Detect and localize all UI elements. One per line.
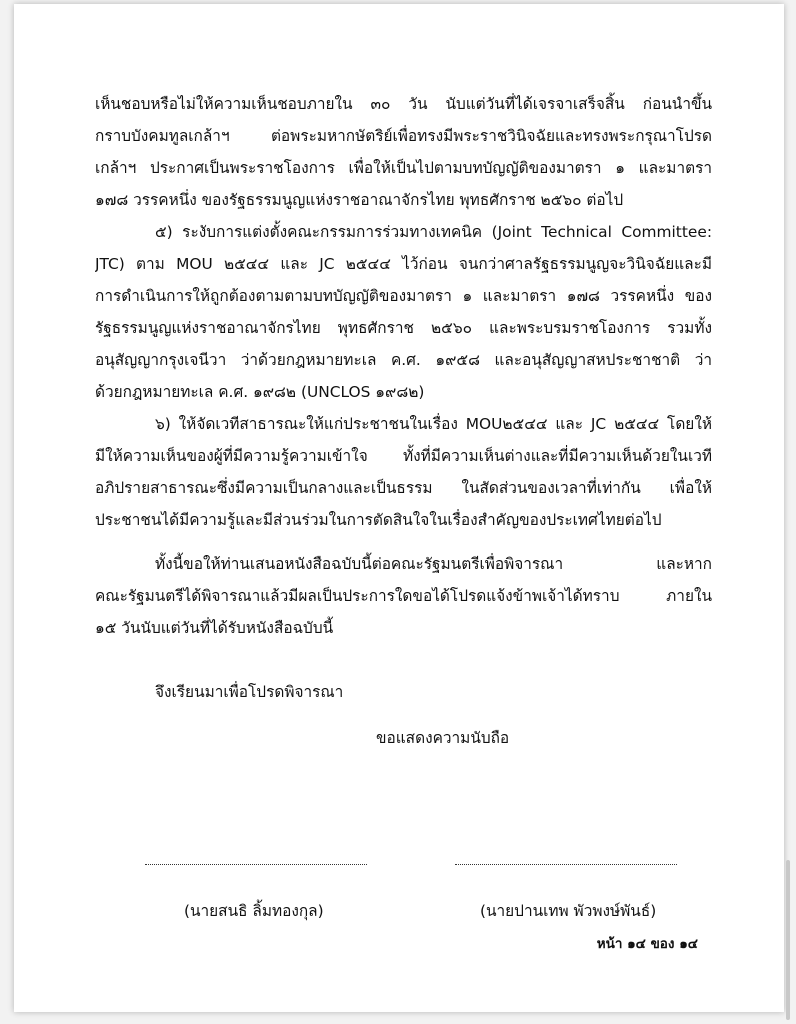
text-line: เกล้าฯ ประกาศเป็นพระราชโองการ เพื่อให้เป็นไปตามบทบัญญัติของมาตรา ๑ และมาตรา	[95, 159, 712, 177]
signature-line-2	[455, 864, 677, 865]
text-line: อภิปรายสาธารณะซึ่งมีความเป็นกลางและเป็นธรรม ในสัดส่วนของเวลาที่เท่ากัน เพื่อให้	[95, 479, 712, 497]
text-line: อนุสัญญากรุงเจนีวา ว่าด้วยกฎหมายทะเล ค.ศ. ๑๙๕๘ และอนุสัญญาสหประชาชาติ ว่า	[95, 351, 712, 369]
text-line: เห็นชอบหรือไม่ให้ความเห็นชอบภายใน ๓๐ วัน นับแต่วันที่ได้เจรจาเสร็จสิ้น ก่อนนำขึ้น	[95, 95, 712, 113]
text-line: คณะรัฐมนตรีได้พิจารณาแล้วมีผลเป็นประการใดขอได้โปรดแจ้งข้าพเจ้าได้ทราบ ภายใน	[95, 587, 712, 605]
paragraph-request	[95, 548, 712, 644]
text-line: มีให้ความเห็นของผู้ที่มีความรู้ความเข้าใจ ทั้งที่มีความเห็นต่างและที่มีความเห็นด้วยในเวที	[95, 447, 712, 465]
closing-regards: ขอแสดงความนับถือ	[376, 729, 510, 747]
text-line: ๖) ให้จัดเวทีสาธารณะให้แก่ประชาชนในเรื่อง MOU๒๕๔๔ และ JC ๒๕๔๔ โดยให้	[155, 415, 712, 433]
paragraph-item-5	[95, 216, 712, 408]
text-line: ทั้งนี้ขอให้ท่านเสนอหนังสือฉบับนี้ต่อคณะรัฐมนตรีเพื่อพิจารณา และหาก	[155, 555, 712, 573]
paragraph-spacer	[95, 536, 712, 548]
text-line: รัฐธรรมนูญแห่งราชอาณาจักรไทย พุทธศักราช ๒๕๖๐ และพระบรมราชโองการ รวมทั้ง	[95, 319, 712, 337]
letter-body	[95, 88, 712, 644]
page-number: หน้า ๑๔ ของ ๑๔	[596, 936, 698, 952]
text-line: JTC) ตาม MOU ๒๕๔๔ และ JC ๒๕๔๔ ไว้ก่อน จนกว่าศาลรัฐธรรมนูญจะวินิจฉัยและมี	[95, 255, 712, 273]
paragraph-item-6	[95, 408, 712, 536]
signatory-name-1: (นายสนธิ ลิ้มทองกุล)	[184, 902, 324, 920]
document-page	[14, 4, 784, 1012]
text-line: กราบบังคมทูลเกล้าฯ ต่อพระมหากษัตริย์เพื่อทรงมีพระราชวินิจฉัยและทรงพระกรุณาโปรด	[95, 127, 712, 145]
text-line: การดำเนินการให้ถูกต้องตามตามบทบัญญัติของมาตรา ๑ และมาตรา ๑๗๘ วรรคหนึ่ง ของ	[95, 287, 712, 305]
text-line: ประชาชนได้มีความรู้และมีส่วนร่วมในการตัดสินใจในเรื่องสำคัญของประเทศไทยต่อไป	[95, 511, 662, 529]
text-line: ๑๗๘ วรรคหนึ่ง ของรัฐธรรมนูญแห่งราชอาณาจักรไทย พุทธศักราช ๒๕๖๐ ต่อไป	[95, 191, 624, 209]
signatory-name-2: (นายปานเทพ พัวพงษ์พันธ์)	[480, 902, 657, 920]
signature-line-1	[145, 864, 367, 865]
closing-salutation: จึงเรียนมาเพื่อโปรดพิจารณา	[155, 683, 344, 701]
text-line: ๕) ระงับการแต่งตั้งคณะกรรมการร่วมทางเทคนิค (Joint Technical Committee:	[155, 223, 712, 241]
text-line: ด้วยกฎหมายทะเล ค.ศ. ๑๙๘๒ (UNCLOS ๑๙๘๒)	[95, 383, 425, 401]
text-line: ๑๕ วันนับแต่วันที่ได้รับหนังสือฉบับนี้	[95, 619, 334, 637]
vertical-scrollbar[interactable]	[786, 860, 790, 1020]
paragraph-continuation	[95, 88, 712, 216]
